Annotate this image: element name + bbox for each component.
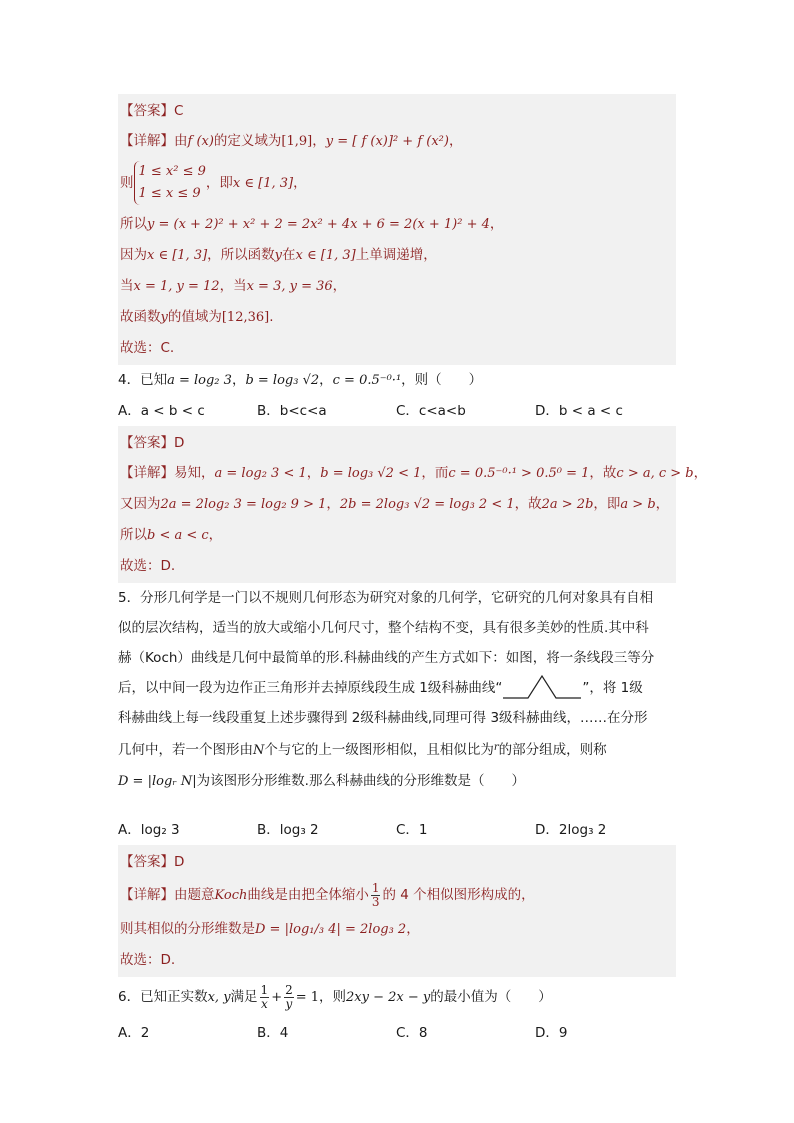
- numerator: 1: [371, 880, 380, 895]
- text: 易知，: [174, 465, 215, 481]
- fraction: [260, 984, 270, 1011]
- question-4-options: [118, 396, 676, 426]
- text: 所以: [120, 216, 147, 232]
- math: = 1: [295, 990, 320, 1005]
- option-a[interactable]: A．log₂ 3: [118, 822, 180, 838]
- option-d[interactable]: D．2log₃ 2: [535, 822, 607, 838]
- text: ，故: [514, 496, 542, 512]
- math: y = (x + 2)² + x² + 2 = 2x² + 4x + 6 = 2(x + 1)² + 4: [147, 217, 490, 232]
- detail-line: [120, 877, 674, 914]
- text: ，则: [319, 989, 347, 1005]
- text: 则: [120, 175, 134, 191]
- answer-label: 【答案】C: [120, 103, 184, 119]
- detail-line: [120, 157, 674, 209]
- math: 2a > 2b: [541, 497, 594, 512]
- q5-line: 科赫曲线上每一线段重复上述步骤得到 2级科赫曲线,同理可得 3级科赫曲线，……在分形: [118, 710, 648, 726]
- question-6-options: [118, 1018, 676, 1048]
- text: ，: [448, 133, 463, 149]
- denominator: y: [285, 996, 293, 1011]
- answer-block-1: [118, 94, 676, 365]
- detail-tag: 【详解】: [120, 465, 174, 481]
- math: c > a, c > b: [616, 466, 694, 481]
- text: 由题意: [174, 887, 215, 903]
- q5-line: [118, 766, 676, 797]
- math: a = log₂ 3: [167, 373, 232, 388]
- text: 后，以中间一段为边作正三角形并去掉原线段生成 1级科赫曲线“: [118, 680, 503, 696]
- text: 由: [174, 133, 188, 149]
- math: 1 ≤ x ≤ 9: [138, 186, 201, 201]
- text: ，所以函数: [207, 247, 275, 263]
- answer-block-3: [118, 845, 676, 977]
- q5-line: 赫（Koch）曲线是几何中最简单的形.科赫曲线的产生方式如下：如图，将一条线段三等分: [118, 650, 655, 666]
- text: ，: [406, 921, 420, 937]
- math: x = 3, y = 36: [246, 279, 333, 294]
- math: D = |log₁/₃ 4| = 2log₃ 2: [255, 922, 407, 937]
- math: x ∈ [1, 3]: [147, 248, 208, 263]
- math: b < a < c: [147, 528, 209, 543]
- text: ，: [489, 216, 504, 232]
- detail-line: [120, 271, 674, 302]
- math: c = 0.5⁻⁰·¹ > 0.5⁰ = 1: [448, 466, 590, 481]
- math: x, y: [207, 990, 231, 1005]
- math: b = log₃ √2: [245, 373, 320, 388]
- spacer: [118, 797, 676, 815]
- math: D = |logᵣ N|: [118, 774, 197, 789]
- detail-line: [120, 302, 674, 333]
- text: 又因为: [120, 496, 161, 512]
- math: a > b: [620, 497, 656, 512]
- denominator: x: [260, 996, 268, 1011]
- page-content: [118, 94, 708, 1048]
- text: ，: [312, 133, 326, 149]
- koch-curve-figure: [502, 674, 582, 700]
- math: y = [ f (x)]² + f (x²): [325, 134, 449, 149]
- text: .: [269, 309, 274, 325]
- answer-label: 【答案】D: [120, 854, 185, 870]
- math: r: [493, 742, 499, 753]
- choice-conclusion: 故选：C.: [120, 340, 175, 356]
- text: ”，将 1级: [582, 680, 643, 696]
- q5-line: 5．分形几何学是一门以不规则几何形态为研究对象的几何学，它研究的几何对象具有自相: [118, 590, 654, 606]
- text: ，当: [219, 278, 247, 294]
- math: [12,36]: [221, 310, 270, 325]
- math: x ∈ [1, 3]: [232, 176, 294, 191]
- q5-line: [118, 673, 676, 703]
- text: ，: [306, 465, 321, 481]
- detail-line: [120, 914, 674, 945]
- answer-block-2: [118, 426, 708, 583]
- math: Koch: [214, 888, 248, 903]
- option-b[interactable]: B．log₃ 2: [257, 822, 319, 838]
- text: ，: [655, 496, 670, 512]
- numerator: 2: [285, 982, 293, 997]
- choice-conclusion: 故选：D.: [120, 558, 176, 574]
- text: ，故: [589, 465, 617, 481]
- detail-line: [120, 240, 674, 271]
- text: ，: [326, 496, 340, 512]
- option-d[interactable]: D．b < a < c: [535, 403, 623, 419]
- q5-line: 似的层次结构，适当的放大或缩小几何尺寸，整个结构不变，具有很多美妙的性质.其中科: [118, 620, 649, 636]
- system-brace: [134, 161, 206, 205]
- option-b[interactable]: B．b<c<a: [257, 403, 327, 419]
- math: [1,9]: [281, 134, 313, 149]
- text: ，则（ ）: [401, 372, 483, 388]
- text: ，: [693, 465, 708, 481]
- text: 因为: [120, 247, 147, 263]
- text: ，: [208, 527, 223, 543]
- q5-line: [118, 733, 676, 766]
- math: 1 ≤ x² ≤ 9: [138, 164, 206, 179]
- question-6: [118, 977, 676, 1018]
- detail-line: [120, 458, 708, 489]
- fraction: [371, 882, 381, 909]
- text: ，: [332, 278, 347, 294]
- question-5: [118, 583, 676, 797]
- text: 上单调递增，: [355, 247, 437, 263]
- text: ，: [293, 175, 307, 191]
- text: ，而: [421, 465, 449, 481]
- option-d[interactable]: D．9: [535, 1025, 568, 1041]
- text: 则其相似的分形维数是: [120, 921, 255, 937]
- text: 在: [282, 247, 296, 263]
- text: ，即: [593, 496, 621, 512]
- text: 的值域为: [167, 309, 222, 325]
- text: ，即: [205, 175, 233, 191]
- math: c = 0.5⁻⁰·¹: [332, 373, 402, 388]
- text: ，: [319, 372, 333, 388]
- detail-line: [120, 489, 674, 520]
- text: 的部分组成，则称: [498, 742, 607, 758]
- math: a = log₂ 3 < 1: [214, 466, 307, 481]
- option-a[interactable]: A．a < b < c: [118, 403, 205, 419]
- text: 满足: [230, 989, 258, 1005]
- text: 个与它的上一级图形相似，且相似比为: [264, 742, 494, 758]
- math: 2b = 2log₃ √2 = log₃ 2 < 1: [339, 497, 515, 512]
- option-b[interactable]: B．4: [257, 1025, 289, 1041]
- numerator: 1: [260, 982, 269, 997]
- answer-label: 【答案】D: [120, 435, 185, 451]
- option-a[interactable]: A．2: [118, 1025, 150, 1041]
- text: 为该图形分形维数.那么科赫曲线的分形维数是（ ）: [196, 773, 525, 789]
- option-c[interactable]: C．c<a<b: [396, 403, 466, 419]
- math: +: [271, 990, 283, 1005]
- text: 的定义域为: [213, 133, 282, 149]
- math: 2xy − 2x − y: [346, 990, 431, 1005]
- math: N: [253, 743, 265, 758]
- detail-line: [120, 520, 674, 551]
- detail-line: [120, 209, 674, 240]
- question-5-options: [118, 815, 676, 845]
- detail-tag: 【详解】: [120, 133, 174, 149]
- text: 故函数: [120, 309, 161, 325]
- text: 几何中，若一个图形由: [118, 742, 253, 758]
- text: 当: [120, 278, 134, 294]
- text: 6．已知正实数: [118, 989, 208, 1005]
- fraction: [284, 984, 294, 1011]
- math: b = log₃ √2 < 1: [320, 466, 422, 481]
- text: ，: [231, 372, 246, 388]
- math: 2a = 2log₂ 3 = log₂ 9 > 1: [160, 497, 327, 512]
- text: 的最小值为（ ）: [430, 989, 552, 1005]
- detail-tag: 【详解】: [120, 887, 174, 903]
- text: 4．已知: [118, 372, 168, 388]
- text: 所以: [120, 527, 147, 543]
- math: y: [274, 248, 283, 263]
- denominator: 3: [371, 894, 380, 909]
- option-c[interactable]: C．1: [396, 822, 428, 838]
- question-4: [118, 365, 676, 396]
- option-c[interactable]: C．8: [396, 1025, 428, 1041]
- math: x = 1, y = 12: [133, 279, 220, 294]
- text: 的 4 个相似图形构成的，: [382, 887, 535, 903]
- math: f (x): [187, 134, 214, 149]
- text: 曲线是由把全体缩小: [247, 887, 369, 903]
- math: x ∈ [1, 3]: [295, 248, 356, 263]
- math: y: [160, 310, 168, 325]
- choice-conclusion: 故选：D.: [120, 952, 176, 968]
- detail-line: [120, 126, 674, 157]
